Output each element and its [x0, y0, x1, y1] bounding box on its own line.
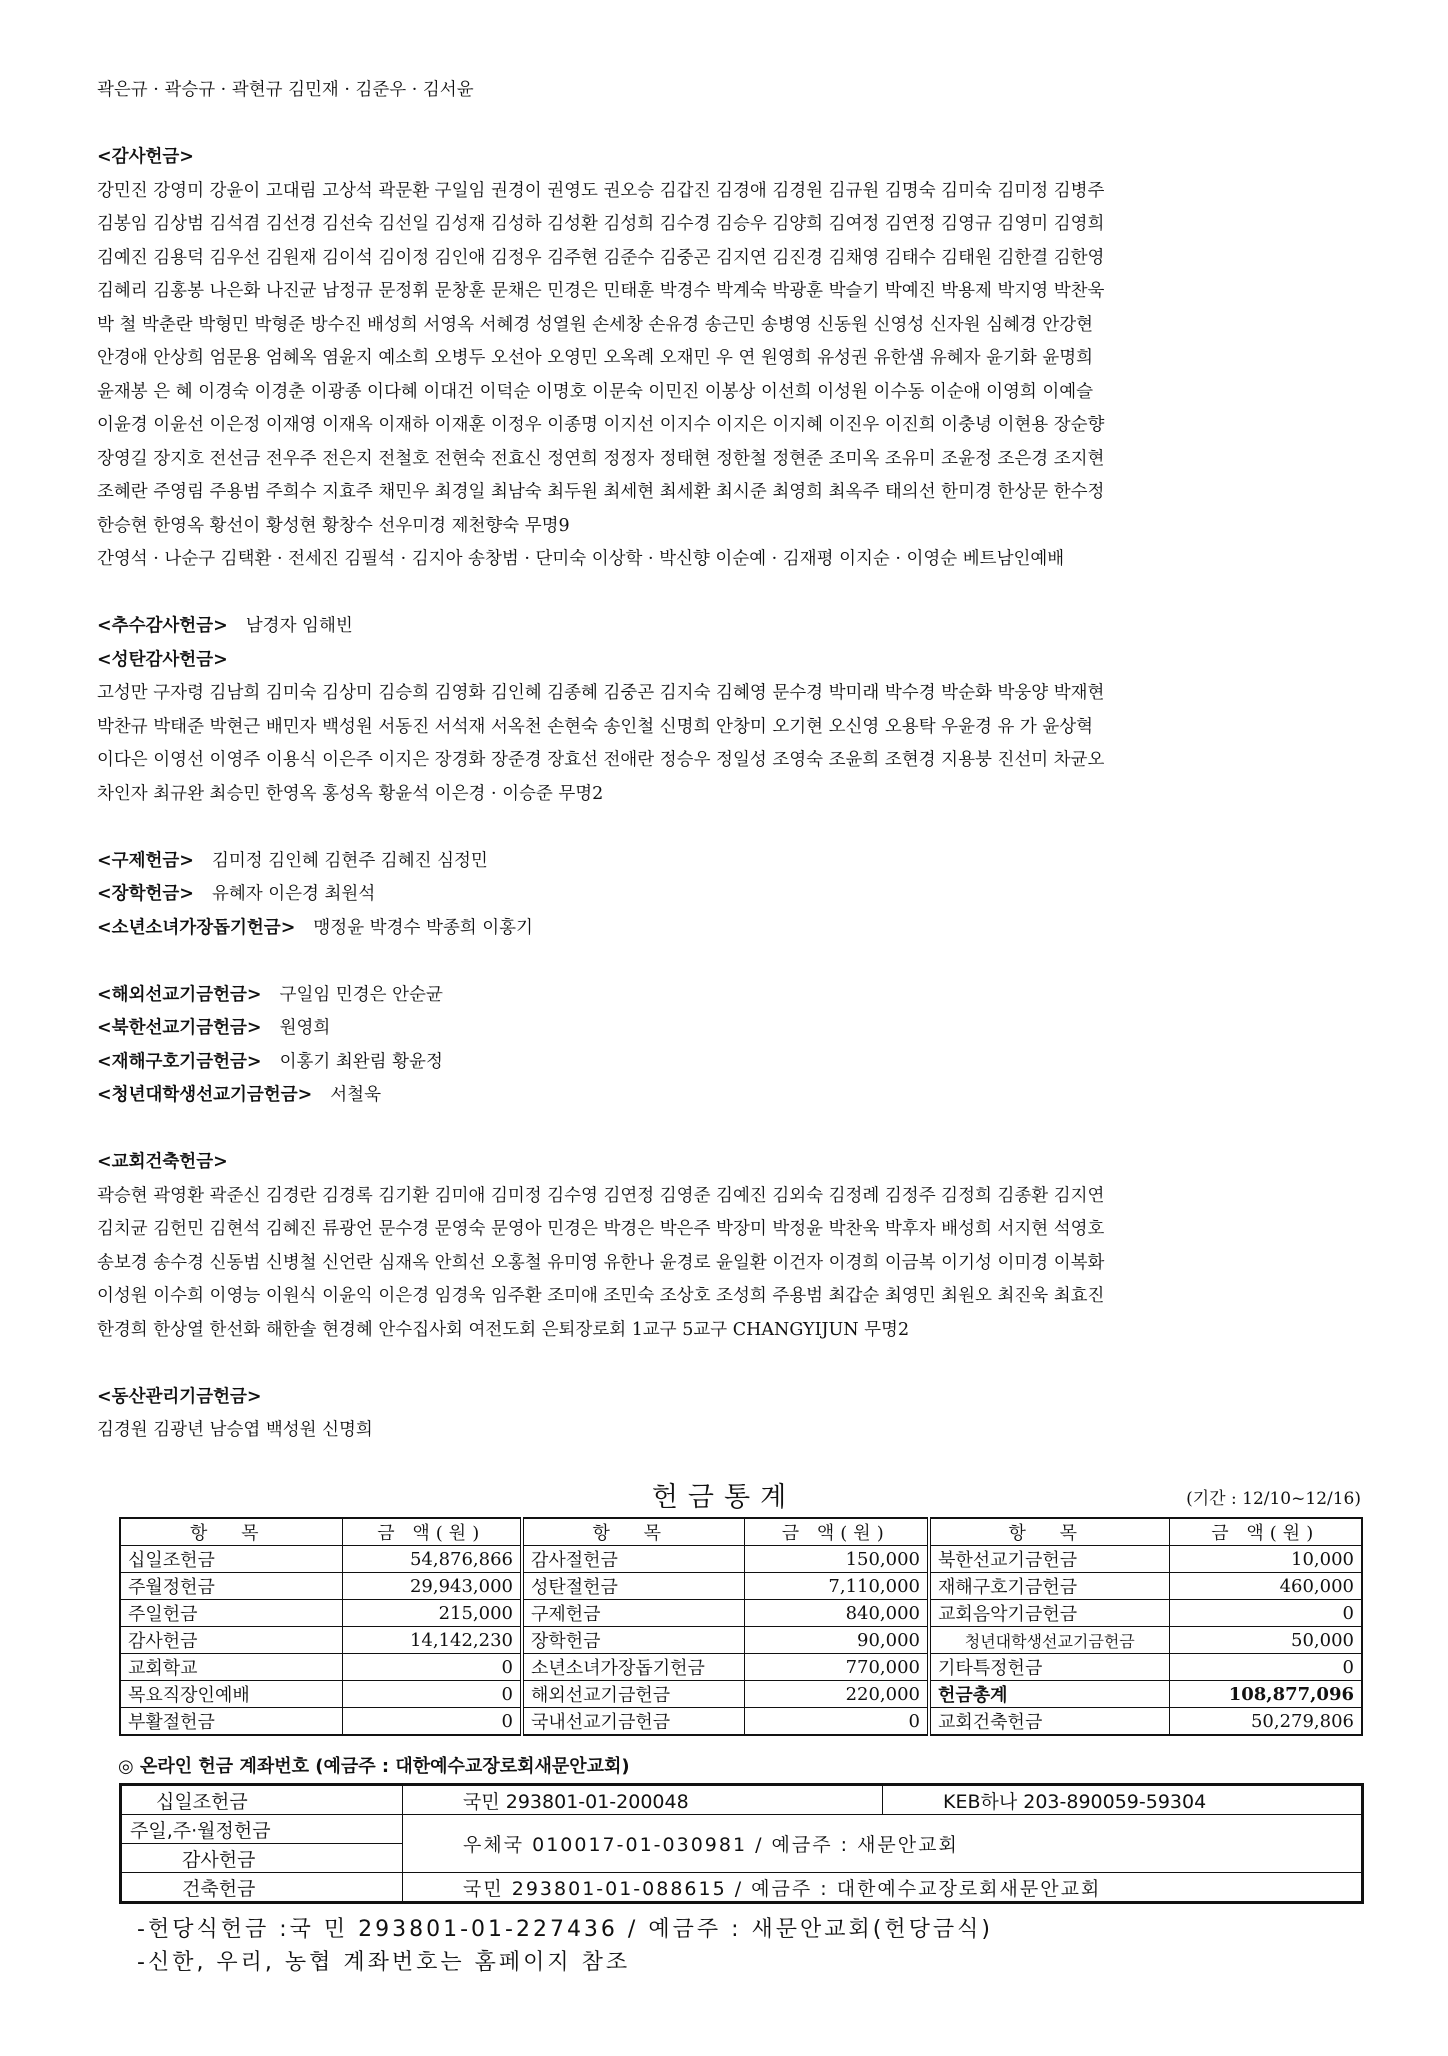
section-title: <북한선교기금헌금>	[97, 1018, 262, 1038]
stats-item-name: 해외선교기금헌금	[522, 1681, 744, 1708]
donor-names: 한경희 한상열 한선화 해한솔 현경혜 안수집사회 여전도회 은퇴장로회 1교구 5교구 CHANGYIJUN 무명2	[97, 1319, 910, 1340]
donor-names: 간영석 · 나순구 김택환 · 전세진 김필석 · 김지아 송창범 · 단미숙 이상학 · 박신향 이순예 · 김재평 이지순 · 이영순 베트남인예배	[97, 549, 1065, 569]
section-title: <소년소녀가장돕기헌금>	[97, 917, 296, 938]
donor-names: 장영길 장지호 전선금 전우주 전은지 전철호 전현숙 전효신 정연희 정정자 정태현 정한철 정현준 조미옥 조유미 조윤정 조은경 조지현	[97, 448, 1105, 469]
stats-item-name: 성탄절헌금	[522, 1573, 744, 1600]
section-header	[97, 1079, 1359, 1113]
donor-names: 김미정 김인혜 김현주 김혜진 심정민	[211, 850, 488, 871]
col-header-amount: 금 액(원)	[1169, 1518, 1362, 1546]
section-title: <동산관리기금헌금>	[97, 1386, 262, 1407]
account-notes	[137, 1913, 993, 1979]
col-header-item: 항 목	[929, 1518, 1169, 1546]
stats-item-amount: 0	[1169, 1654, 1362, 1681]
section-header	[97, 1381, 1359, 1415]
donor-names: 차인자 최규완 최승민 한영옥 홍성옥 황윤석 이은경 · 이승준 무명2	[97, 783, 604, 804]
account-label: 십일조헌금	[121, 1785, 403, 1815]
stats-item-amount: 840,000	[744, 1600, 929, 1627]
donor-names: 고성만 구자령 김남희 김미숙 김상미 김승희 김영화 김인혜 김종혜 김중곤 김지숙 김혜영 문수경 박미래 박수경 박순화 박웅양 박재현	[97, 683, 1105, 703]
spacer	[97, 108, 1359, 142]
stats-item-name: 주월정헌금	[120, 1573, 342, 1600]
donor-list	[97, 74, 1359, 1448]
stats-row	[120, 1546, 1362, 1573]
stats-item-amount: 460,000	[1169, 1573, 1362, 1600]
donor-names: 박찬규 박태준 박현근 배민자 백성원 서동진 서석재 서옥천 손현숙 송인철 신명희 안창미 오기현 오신영 오용탁 우윤경 유 가 윤상혁	[97, 716, 1094, 737]
donor-names: 맹정윤 박경수 박종희 이홍기	[313, 917, 533, 938]
section-title: <교회건축헌금>	[97, 1152, 228, 1172]
section-title: <청년대학생선교기금헌금>	[97, 1085, 313, 1105]
offering-stats-table	[119, 1517, 1363, 1736]
section-title: <추수감사헌금>	[97, 616, 228, 636]
stats-item-name: 소년소녀가장돕기헌금	[522, 1654, 744, 1681]
stats-row	[120, 1600, 1362, 1627]
section-header	[97, 845, 1359, 879]
donor-names: 강민진 강영미 강윤이 고대림 고상석 곽문환 구일임 권경이 권영도 권오승 김갑진 김경애 김경원 김규원 김명숙 김미숙 김미정 김병주	[97, 180, 1105, 201]
stats-item-amount: 0	[342, 1708, 522, 1736]
donor-names: 곽은규 · 곽승규 · 곽현규 김민재 · 김준우 · 김서윤	[97, 80, 474, 100]
stats-item-name: 장학헌금	[522, 1627, 744, 1654]
stats-row	[120, 1573, 1362, 1600]
stats-item-name: 재해구호기금헌금	[929, 1573, 1169, 1600]
donor-names: 안경애 안상희 엄문용 엄혜옥 염윤지 예소희 오병두 오선아 오영민 오옥례 오재민 우 연 원영희 유성권 유한샘 유혜자 윤기화 윤명희	[97, 348, 1094, 368]
stats-item-name: 감사절헌금	[522, 1546, 744, 1573]
note-line: -신한, 우리, 농협 계좌번호는 홈페이지 참조	[137, 1950, 631, 1975]
stats-item-amount: 10,000	[1169, 1546, 1362, 1573]
online-account-title: ◎ 온라인 헌금 계좌번호 (예금주 : 대한예수교장로회새문안교회)	[118, 1756, 630, 1777]
section-header	[97, 141, 1359, 175]
donor-names: 송보경 송수경 신동범 신병철 신언란 심재옥 안희선 오홍철 유미영 유한나 윤경로 윤일환 이건자 이경희 이금복 이기성 이미경 이복화	[97, 1252, 1105, 1273]
stats-item-name: 주일헌금	[120, 1600, 342, 1627]
section-header	[97, 644, 1359, 678]
donor-names: 김경원 김광년 남승엽 백성원 신명희	[97, 1420, 373, 1440]
stats-item-amount: 220,000	[744, 1681, 929, 1708]
stats-item-name: 북한선교기금헌금	[929, 1546, 1169, 1573]
stats-item-amount: 108,877,096	[1169, 1681, 1362, 1708]
spacer	[97, 811, 1359, 845]
stats-item-name: 교회학교	[120, 1654, 342, 1681]
account-number: 국민 293801-01-200048	[403, 1785, 883, 1815]
donor-names: 김혜리 김홍봉 나은화 나진균 남정규 문정휘 문창훈 문채은 민경은 민태훈 박경수 박계숙 박광훈 박슬기 박예진 박용제 박지영 박찬욱	[97, 281, 1105, 301]
donor-names: 김치균 김헌민 김현석 김혜진 류광언 문수경 문영숙 문영아 민경은 박경은 박은주 박장미 박정윤 박찬욱 박후자 배성희 서지현 석영호	[97, 1219, 1105, 1239]
stats-item-name: 목요직장인예배	[120, 1681, 342, 1708]
donor-names: 이홍기 최완림 황윤정	[279, 1051, 443, 1072]
section-header	[97, 979, 1359, 1013]
account-label: 주일,주·월정헌금	[121, 1815, 403, 1844]
stats-row	[120, 1654, 1362, 1681]
section-title: <재해구호기금헌금>	[97, 1051, 262, 1072]
donor-names: 남경자 임해빈	[245, 616, 353, 636]
stats-item-name: 십일조헌금	[120, 1546, 342, 1573]
stats-header-row	[120, 1518, 1362, 1546]
stats-item-amount: 0	[1169, 1600, 1362, 1627]
account-number: 우체국 010017-01-030981 / 예금주 : 새문안교회	[403, 1815, 1363, 1873]
donor-names: 원영희	[279, 1018, 331, 1038]
spacer	[97, 945, 1359, 979]
section-header	[97, 1146, 1359, 1180]
section-header	[97, 1046, 1359, 1080]
stats-item-amount: 50,000	[1169, 1627, 1362, 1654]
stats-item-amount: 7,110,000	[744, 1573, 929, 1600]
stats-item-amount: 150,000	[744, 1546, 929, 1573]
donor-names: 한승현 한영옥 황선이 황성현 황창수 선우미경 제천향숙 무명9	[97, 515, 570, 536]
section-title: <해외선교기금헌금>	[97, 984, 262, 1005]
donor-names: 이다은 이영선 이영주 이용식 이은주 이지은 장경화 장준경 장효선 전애란 정승우 정일성 조영숙 조윤희 조현경 지용붕 진선미 차균오	[97, 750, 1105, 770]
stats-item-amount: 54,876,866	[342, 1546, 522, 1573]
col-header-item: 항 목	[120, 1518, 342, 1546]
stats-item-name: 구제헌금	[522, 1600, 744, 1627]
stats-item-amount: 215,000	[342, 1600, 522, 1627]
stats-row	[120, 1708, 1362, 1736]
section-header	[97, 912, 1359, 946]
col-header-item: 항 목	[522, 1518, 744, 1546]
account-label: 건축헌금	[121, 1873, 403, 1903]
stats-row	[120, 1627, 1362, 1654]
donor-names: 유혜자 이은경 최원석	[211, 884, 376, 904]
spacer	[97, 577, 1359, 611]
section-header	[97, 610, 1359, 644]
stats-item-amount: 0	[342, 1681, 522, 1708]
stats-item-name: 교회건축헌금	[929, 1708, 1169, 1736]
donor-names: 이성원 이수희 이영능 이원식 이윤익 이은경 임경욱 임주환 조미애 조민숙 조상호 조성희 주용범 최갑순 최영민 최원오 최진욱 최효진	[97, 1286, 1105, 1306]
donor-names: 조혜란 주영림 주용범 주희수 지효주 채민우 최경일 최남숙 최두원 최세현 최세환 최시준 최영희 최옥주 태의선 한미경 한상문 한수정	[97, 482, 1105, 502]
donor-names: 이윤경 이윤선 이은정 이재영 이재옥 이재하 이재훈 이정우 이종명 이지선 이지수 이지은 이지혜 이진우 이진희 이충녕 이현용 장순향	[97, 415, 1105, 435]
stats-item-name: 헌금총계	[929, 1681, 1169, 1708]
stats-item-amount: 0	[342, 1654, 522, 1681]
donor-names: 서철욱	[330, 1085, 381, 1105]
stats-item-name: 부활절헌금	[120, 1708, 342, 1736]
stats-item-amount: 0	[744, 1708, 929, 1736]
spacer	[97, 1113, 1359, 1147]
online-account-table	[119, 1783, 1364, 1904]
stats-item-amount: 50,279,806	[1169, 1708, 1362, 1736]
stats-item-name: 청년대학생선교기금헌금	[929, 1627, 1169, 1654]
account-row	[121, 1815, 1363, 1844]
donor-names: 박 철 박춘란 박형민 박형준 방수진 배성희 서영옥 서혜경 성열원 손세창 손유경 송근민 송병영 신동원 신영성 신자원 심혜경 안강현	[97, 314, 1094, 335]
stats-item-amount: 770,000	[744, 1654, 929, 1681]
account-number: 국민 293801-01-088615 / 예금주 : 대한예수교장로회새문안교회	[403, 1873, 1363, 1903]
donor-names: 구일임 민경은 안순균	[279, 984, 443, 1005]
account-label: 감사헌금	[121, 1844, 403, 1873]
section-title: <구제헌금>	[97, 850, 194, 871]
stats-item-name: 감사헌금	[120, 1627, 342, 1654]
section-title: <성탄감사헌금>	[97, 649, 228, 670]
stats-row	[120, 1681, 1362, 1708]
donor-names: 김예진 김용덕 김우선 김원재 김이석 김이정 김인애 김정우 김주현 김준수 김중곤 김지연 김진경 김채영 김태수 김태원 김한결 김한영	[97, 247, 1105, 268]
section-header	[97, 1012, 1359, 1046]
stats-title: 헌금통계	[651, 1482, 797, 1513]
donor-names: 김봉임 김상범 김석겸 김선경 김선숙 김선일 김성재 김성하 김성환 김성희 김수경 김승우 김양희 김여정 김연정 김영규 김영미 김영희	[97, 214, 1105, 234]
donor-names: 윤재봉 은 혜 이경숙 이경춘 이광종 이다혜 이대건 이덕순 이명호 이문숙 이민진 이봉상 이선희 이성원 이수동 이순애 이영희 이예슬	[97, 381, 1094, 402]
section-header	[97, 878, 1359, 912]
col-header-amount: 금 액(원)	[744, 1518, 929, 1546]
stats-item-amount: 14,142,230	[342, 1627, 522, 1654]
account-row	[121, 1785, 1363, 1815]
stats-item-name: 기타특정헌금	[929, 1654, 1169, 1681]
stats-item-name: 국내선교기금헌금	[522, 1708, 744, 1736]
account-number: KEB하나 203-890059-59304	[883, 1785, 1363, 1815]
note-line: -헌당식헌금 :국 민 293801-01-227436 / 예금주 : 새문안교회(헌당금식)	[137, 1917, 993, 1942]
donor-names: 곽승현 곽영환 곽준신 김경란 김경록 김기환 김미애 김미정 김수영 김연정 김영준 김예진 김외숙 김정례 김정주 김정희 김종환 김지연	[97, 1185, 1105, 1206]
section-title: <감사헌금>	[97, 147, 194, 167]
spacer	[97, 1347, 1359, 1381]
section-title: <장학헌금>	[97, 884, 194, 904]
stats-item-amount: 90,000	[744, 1627, 929, 1654]
col-header-amount: 금 액(원)	[342, 1518, 522, 1546]
account-row	[121, 1873, 1363, 1903]
stats-item-amount: 29,943,000	[342, 1573, 522, 1600]
stats-item-name: 교회음악기금헌금	[929, 1600, 1169, 1627]
stats-period: (기간 : 12/10~12/16)	[1186, 1489, 1361, 1509]
